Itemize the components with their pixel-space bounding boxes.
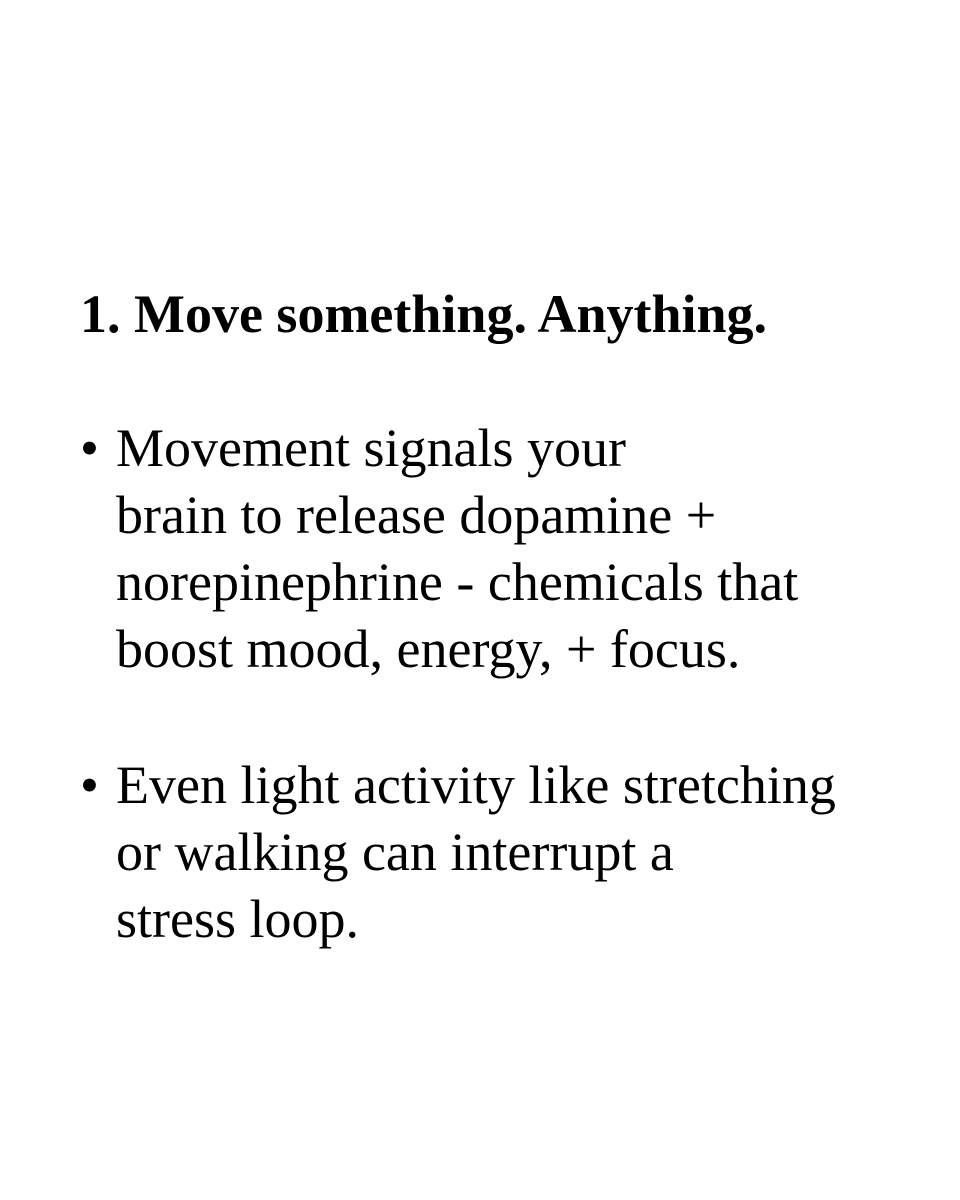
bullet-text-line: norepinephrine - chemicals that xyxy=(116,552,799,612)
bullet-text-line: Movement signals your xyxy=(116,418,626,478)
bullet-text xyxy=(116,415,798,683)
bullet-text xyxy=(116,752,836,953)
bullet-dot-icon: • xyxy=(80,418,99,478)
bullet-dot-icon: • xyxy=(80,755,99,815)
bullet-text-line: stress loop. xyxy=(116,889,359,949)
bullet-text-line: boost mood, energy, + focus. xyxy=(116,619,741,679)
section-heading: 1. Move something. Anything. xyxy=(80,284,768,344)
bullet-text-line: or walking can interrupt a xyxy=(116,822,674,882)
bullet-text-line: brain to release dopamine + xyxy=(116,485,717,545)
bullet-text-line: Even light activity like stretching xyxy=(116,755,836,815)
